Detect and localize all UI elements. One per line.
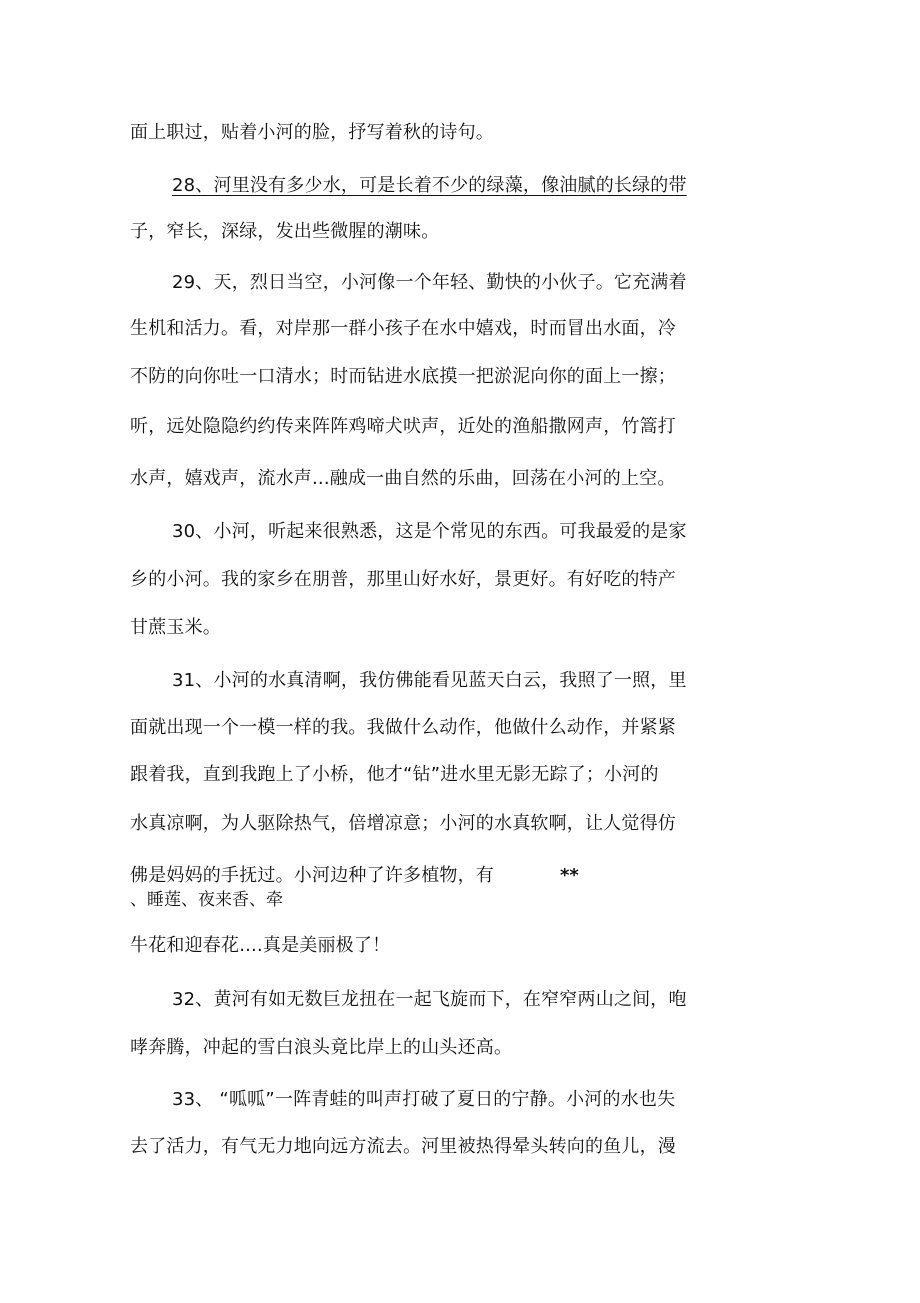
- text-line: 面上职过，贴着小河的脸，抒写着秋的诗句。: [130, 122, 494, 143]
- text-line: 佛是妈妈的手抚过。小河边种了许多植物，有: [130, 865, 494, 886]
- text-line: 子，窄长，深绿，发出些微腥的潮味。: [130, 221, 440, 242]
- paragraph-32-start: 32、黄河有如无数巨龙扭在一起飞旋而下，在窄窄两山之间，咆: [172, 989, 687, 1010]
- text-line: 跟着我，直到我跑上了小桥，他才“钻”进水里无影无踪了；小河的: [130, 764, 659, 785]
- text-line: 甘蔗玉米。: [130, 617, 221, 638]
- text-line: 面就出现一个一模一样的我。我做什么动作，他做什么动作，并紧紧: [130, 717, 676, 738]
- text-line: 不防的向你吐一口清水；时而钻进水底摸一把淤泥向你的面上一擦；: [130, 366, 676, 387]
- text-line: 去了活力，有气无力地向远方流去。河里被热得晕头转向的鱼儿，漫: [130, 1136, 676, 1157]
- text-line: 牛花和迎春花....真是美丽极了！: [130, 935, 391, 956]
- paragraph-29-start: 29、天，烈日当空，小河像一个年轻、勤快的小伙子。它充满着: [172, 272, 687, 293]
- paragraph-28-start: 28、河里没有多少水，可是长着不少的绿藻，像油腻的长绿的带: [172, 175, 687, 196]
- text-line: 生机和活力。看，对岸那一群小孩子在水中嬉戏，时而冒出水面，冷: [130, 318, 676, 339]
- text-line-fragment: 、睡莲、夜来香、牵: [130, 890, 283, 910]
- text-line: 水真凉啊，为人驱除热气，倍增凉意；小河的水真软啊，让人觉得仿: [130, 813, 676, 834]
- text-line: 听，远处隐隐约约传来阵阵鸡啼犬吠声，近处的渔船撒网声，竹篙打: [130, 416, 676, 437]
- paragraph-30-start: 30、小河，听起来很熟悉，这是个常见的东西。可我最爱的是家: [172, 521, 687, 542]
- asterisks-mark: **: [560, 865, 579, 886]
- text-line: 哮奔腾，冲起的雪白浪头竟比岸上的山头还高。: [130, 1037, 513, 1058]
- paragraph-31-start: 31、小河的水真清啊，我仿佛能看见蓝天白云，我照了一照，里: [172, 670, 687, 691]
- text-line: 乡的小河。我的家乡在朋普，那里山好水好，景更好。有好吃的特产: [130, 569, 676, 590]
- paragraph-33-start: 33、 “呱呱”一阵青蛙的叫声打破了夏日的宁静。小河的水也失: [172, 1089, 676, 1110]
- text-line: 水声，嬉戏声，流水声...融成一曲自然的乐曲，回荡在小河的上空。: [130, 468, 676, 489]
